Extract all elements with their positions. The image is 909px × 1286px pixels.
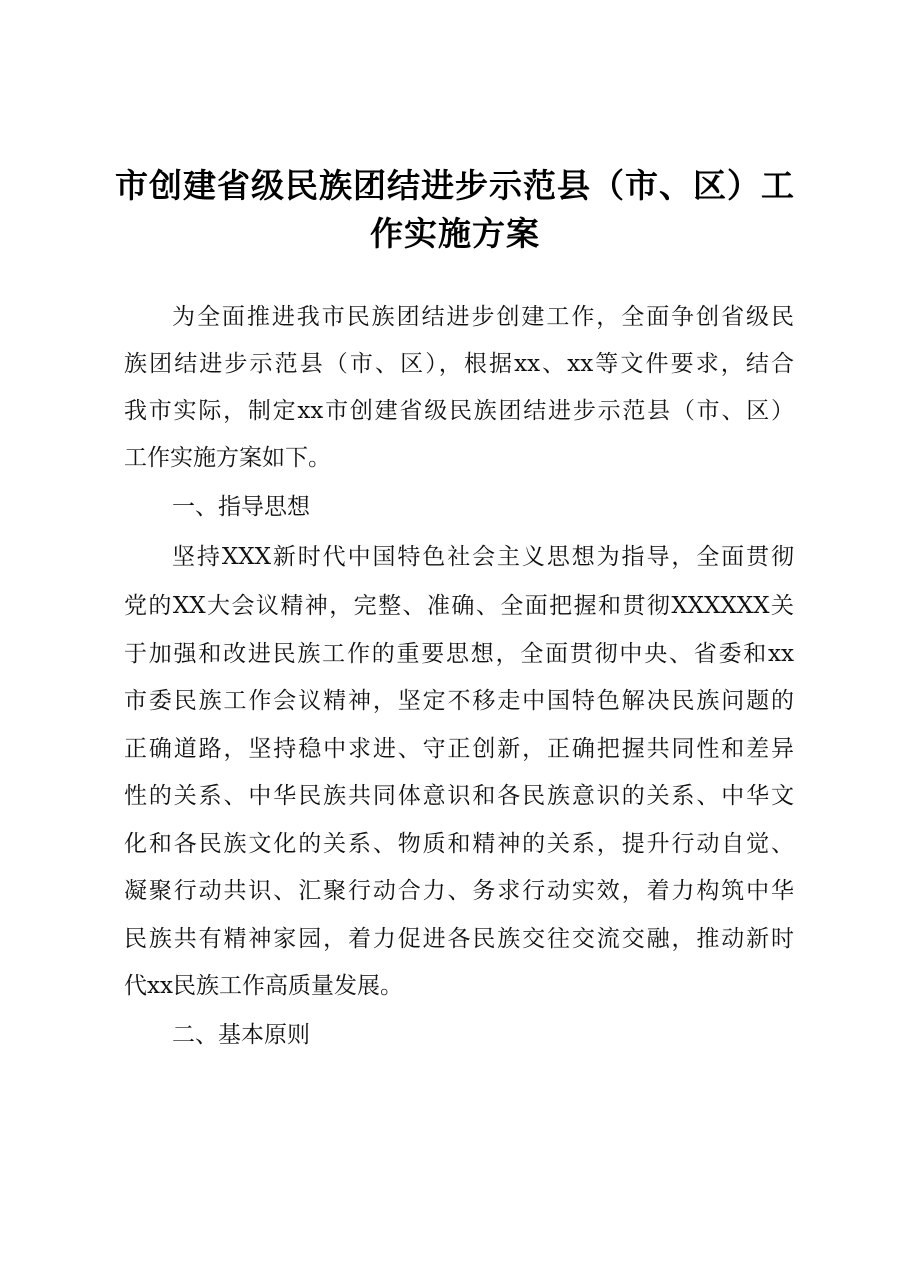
paragraph-line: 性的关系、中华民族共同体意识和各民族意识的关系、中华文 <box>124 783 794 809</box>
paragraph-line: 代xx民族工作高质量发展。 <box>124 973 403 999</box>
paragraph-line: 市委民族工作会议精神，坚定不移走中国特色解决民族问题的 <box>124 688 794 714</box>
paragraph-line: 工作实施方案如下。 <box>124 445 331 471</box>
paragraph-line: 正确道路，坚持稳中求进、守正创新，正确把握共同性和差异 <box>124 736 794 762</box>
paragraph-line: 民族共有精神家园，着力促进各民族交往交流交融，推动新时 <box>124 926 794 952</box>
section-heading: 一、指导思想 <box>172 494 310 520</box>
paragraph-line: 党的XX大会议精神，完整、准确、全面把握和贯彻XXXXXX关 <box>124 593 794 619</box>
document-title-line-1: 市创建省级民族团结进步示范县（市、区）工 <box>115 166 795 205</box>
paragraph-line: 凝聚行动共识、汇聚行动合力、务求行动实效，着力构筑中华 <box>124 878 794 904</box>
paragraph-line: 化和各民族文化的关系、物质和精神的关系，提升行动自觉、 <box>124 831 794 857</box>
paragraph-line: 我市实际，制定xx市创建省级民族团结进步示范县（市、区） <box>124 398 794 424</box>
paragraph-line: 于加强和改进民族工作的重要思想，全面贯彻中央、省委和xx <box>124 641 794 667</box>
paragraph-line: 坚持XXX新时代中国特色社会主义思想为指导，全面贯彻 <box>172 544 794 570</box>
paragraph-line: 为全面推进我市民族团结进步创建工作，全面争创省级民 <box>172 304 794 330</box>
paragraph-line: 族团结进步示范县（市、区），根据xx、xx等文件要求，结合 <box>124 351 794 377</box>
section-heading: 二、基本原则 <box>172 1022 310 1048</box>
document-title-line-2: 作实施方案 <box>370 214 540 253</box>
